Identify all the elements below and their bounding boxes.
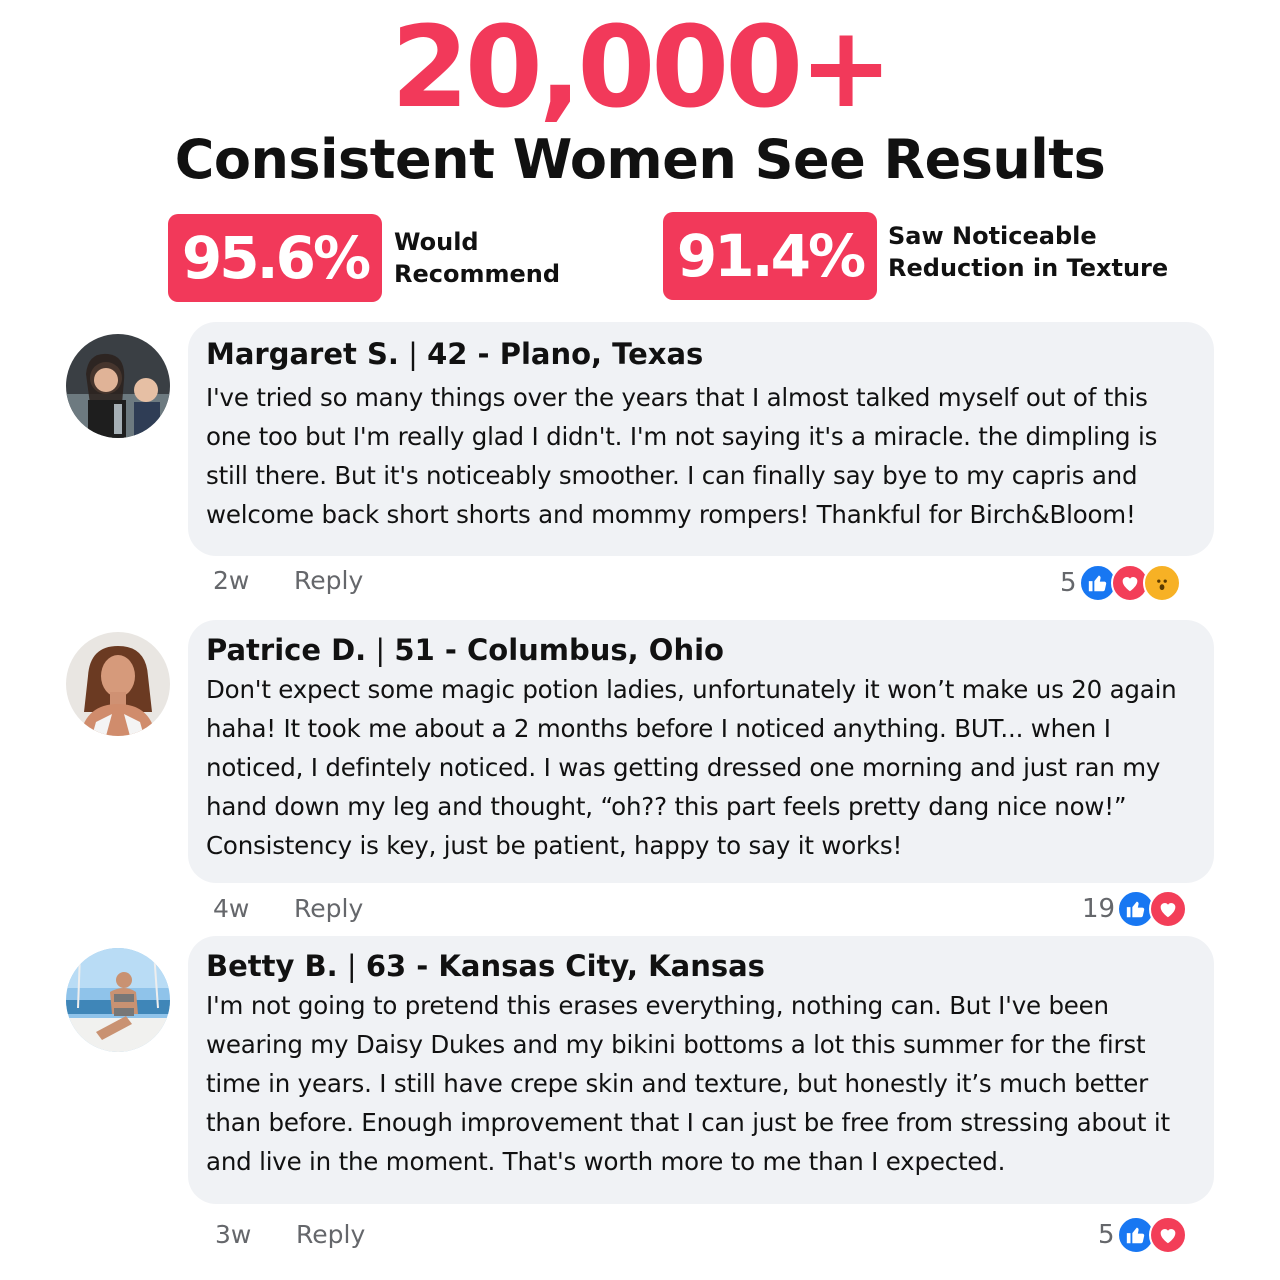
avatar-photo [66,948,170,1052]
reaction-count: 5 [1098,1220,1115,1250]
reply-link[interactable]: Reply [296,1220,366,1249]
commenter-name[interactable]: Patrice D. [206,633,367,667]
avatar[interactable] [66,948,170,1052]
commenter-name[interactable]: Margaret S. [206,337,399,371]
reaction-count: 5 [1060,568,1077,598]
comment-text: I'm not going to pretend this erases everything, nothing can. But I've been wearing my Daisy Dukes and my bikini bottoms a lot this summer for the first time in years. I still have crepe skin and texture, but honestly it’s much better than before. Enough improvement that I can just be free from stressing about it and live in the moment. That's worth more to me than I expected. [206,991,1170,1176]
comment-bubble [188,620,1214,883]
comment-text: I've tried so many things over the years that I almost talked myself out of this one too but I'm really glad I didn't. I'm not saying it's a miracle. the dimpling is still there. But it's noticeably smoother. I can finally say bye to my capris and welcome back short shorts and mommy rompers! Thankful for Birch&Bloom! [206,383,1158,529]
comment-age: 4w [213,894,250,923]
stat-label-texture [888,220,1168,284]
commenter-line [206,334,1196,374]
stat-label-line: Would [394,228,479,256]
reaction-summary[interactable] [1060,563,1181,603]
name-separator: | [375,633,386,667]
stat-label-line: Saw Noticeable [888,222,1097,250]
comment-bubble [188,322,1214,556]
reaction-summary[interactable] [1082,889,1187,929]
commenter-details: 42 - Plano, Texas [427,337,704,371]
comment-age: 3w [215,1220,252,1249]
commenter-details: 51 - Columbus, Ohio [394,633,724,667]
stat-badge-texture: 91.4% [663,212,877,300]
stat-label-recommend [394,226,560,290]
headline: Consistent Women See Results [174,128,1106,191]
commenter-details: 63 - Kansas City, Kansas [365,949,765,983]
avatar-photo [66,334,170,438]
stat-label-line: Reduction in Texture [888,254,1169,282]
name-separator: | [346,949,357,983]
commenter-name[interactable]: Betty B. [206,949,338,983]
avatar[interactable] [66,632,170,736]
avatar[interactable] [66,334,170,438]
stat-label-line: Recommend [394,260,561,288]
wow-icon [1143,564,1181,602]
love-icon [1149,1216,1187,1254]
commenter-line [206,946,1196,986]
reaction-count: 19 [1082,894,1116,924]
stat-badge-recommend: 95.6% [168,214,382,302]
comment-bubble [188,936,1214,1204]
reply-link[interactable]: Reply [294,566,364,595]
hero-number: 20,000+ [390,3,890,133]
commenter-line [206,630,1196,670]
avatar-photo [66,632,170,736]
reaction-summary[interactable] [1098,1215,1187,1255]
love-icon [1149,890,1187,928]
comment-age: 2w [213,566,250,595]
reply-link[interactable]: Reply [294,894,364,923]
comment-text: Don't expect some magic potion ladies, unfortunately it won’t make us 20 again haha! It took me about a 2 months before I noticed anything. BUT... when I noticed, I defintely noticed. I was getting dressed one morning and just ran my hand down my leg and thought, “oh?? this part feels pretty dang nice now!” Consistency is key, just be patient, happy to say it works! [206,675,1177,860]
name-separator: | [408,337,418,371]
